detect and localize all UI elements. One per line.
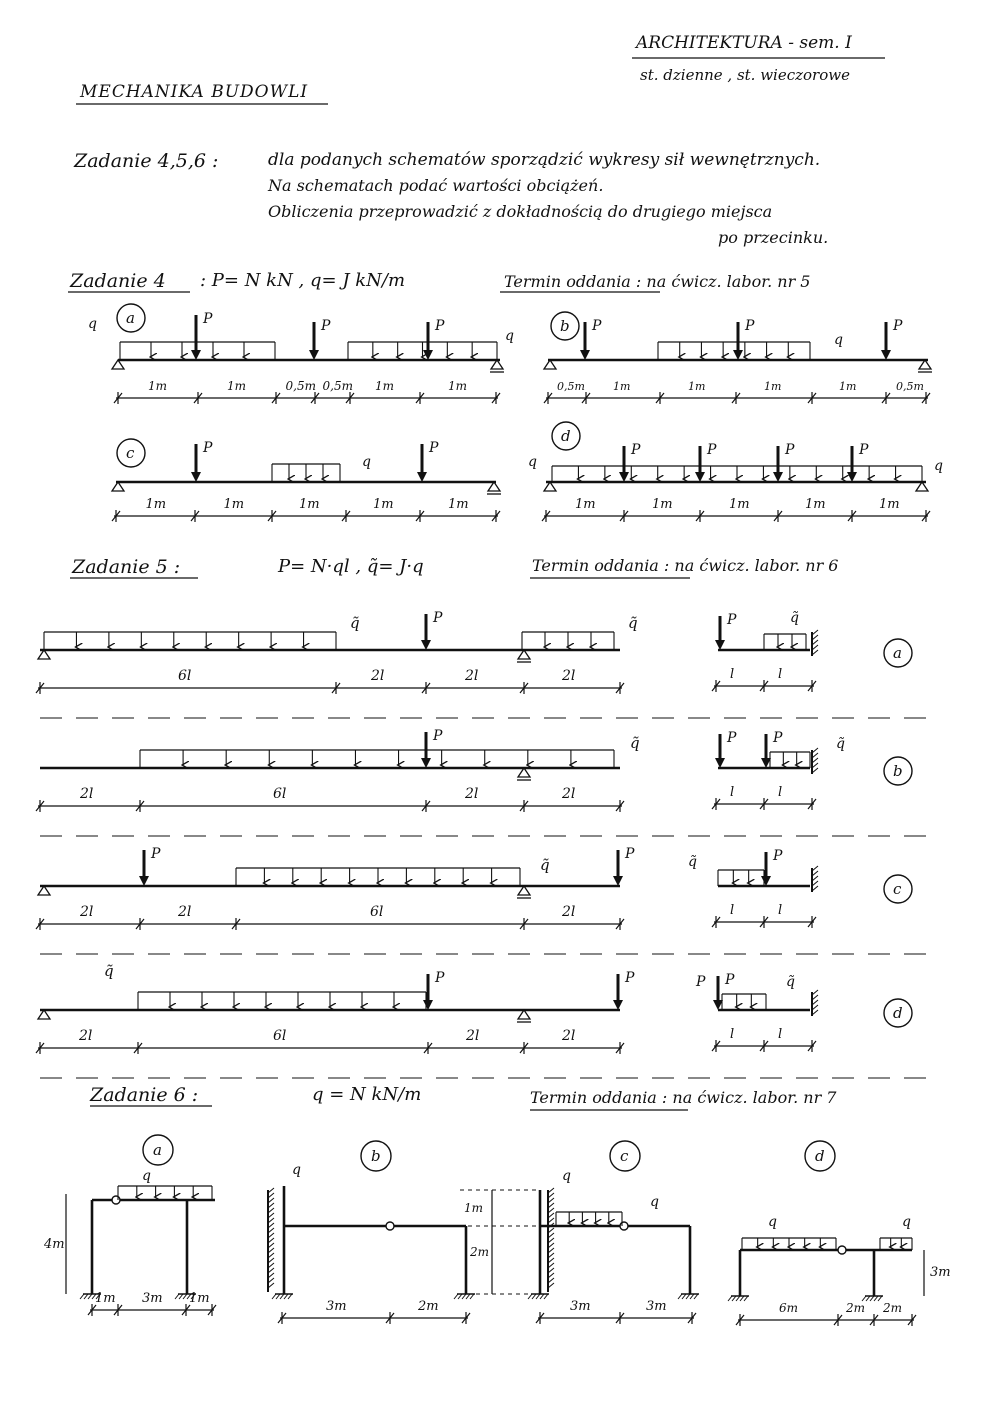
- dimension-label: 1m: [688, 380, 706, 393]
- dimension-label: l: [730, 785, 735, 800]
- dimension-label: 2m: [846, 1301, 866, 1315]
- variant-tag: c: [620, 1147, 629, 1165]
- force-p-head: [191, 350, 201, 360]
- support-hatch: [728, 1296, 732, 1301]
- z5-diagrams: [36, 610, 940, 1078]
- variant-tag: b: [893, 762, 903, 780]
- force-p-head: [773, 472, 783, 482]
- force-p-head: [421, 758, 431, 768]
- course-label: ARCHITEKTURA - sem. I: [636, 33, 852, 53]
- support-hatch: [175, 1294, 179, 1299]
- force-p-label: P: [625, 970, 635, 986]
- force-p-label: P: [321, 318, 331, 334]
- height-label: 4m: [44, 1237, 65, 1252]
- q-label: q: [142, 1168, 151, 1184]
- variant-tag: a: [893, 644, 902, 662]
- hinge: [386, 1222, 394, 1230]
- dimension-label: 0,5m: [896, 380, 924, 393]
- dimension-label: 3m: [326, 1299, 347, 1314]
- q-label: q: [902, 1214, 911, 1230]
- force-p-head: [619, 472, 629, 482]
- dimension-label: l: [730, 1027, 735, 1042]
- pin-support: [518, 768, 530, 777]
- force-p-label: P: [727, 612, 737, 628]
- dimension-label: 2l: [562, 668, 576, 684]
- force-p-label: P: [785, 442, 795, 458]
- dimension-label: 2l: [80, 904, 94, 920]
- dimension-label: l: [730, 903, 735, 918]
- force-p-head: [309, 350, 319, 360]
- dimension-label: 2m: [418, 1299, 439, 1314]
- dimension-label: 1m: [223, 497, 245, 512]
- q-label: q: [505, 328, 514, 344]
- force-p-label: P: [707, 442, 717, 458]
- dimension-label: 1m: [148, 379, 168, 393]
- force-p-head: [139, 876, 149, 886]
- force-p-label: P: [725, 972, 735, 988]
- force-p-head: [417, 472, 427, 482]
- variant-tag: b: [560, 317, 570, 335]
- dimension-label: 3m: [570, 1299, 591, 1314]
- force-p-label: P: [429, 440, 439, 456]
- variant-tag: c: [126, 444, 135, 462]
- pin-support: [38, 1010, 50, 1019]
- dimension-label: 3m: [142, 1291, 163, 1306]
- height-label: 3m: [930, 1265, 951, 1280]
- dimension-label: 2l: [466, 1028, 480, 1044]
- variant-tag: d: [893, 1004, 903, 1022]
- force-p-label: P: [773, 730, 783, 746]
- dimension-label: 6m: [779, 1301, 799, 1315]
- pin-support: [38, 886, 50, 895]
- force-p-head: [423, 350, 433, 360]
- dimension-label: l: [778, 785, 783, 800]
- intro-line3: Obliczenia przeprowadzić z dokładnością do drugiego miejsca: [268, 202, 773, 221]
- pin-support: [112, 482, 124, 491]
- pin-support: [518, 1010, 530, 1019]
- q-label: q: [562, 1168, 571, 1184]
- z4-deadline: Termin oddania : na ćwicz. labor. nr 5: [504, 272, 811, 291]
- force-p-head: [423, 1000, 433, 1010]
- pin-support: [544, 360, 556, 369]
- dimension-label: 1m: [839, 380, 857, 393]
- hinge: [112, 1196, 120, 1204]
- z5-formula: P= N·ql , q̃= J·q: [278, 556, 424, 577]
- force-p-head: [715, 758, 725, 768]
- intro-line1: dla podanych schematów sporządzić wykresy sił wewnętrznych.: [268, 150, 821, 170]
- dimension-label: 1m: [145, 497, 167, 512]
- dimension-label: 2l: [465, 668, 479, 684]
- hinge: [838, 1246, 846, 1254]
- force-p-label: P: [151, 846, 161, 862]
- variant-tag: c: [893, 880, 902, 898]
- dimension-label: 2l: [371, 668, 385, 684]
- q-label: q: [834, 332, 843, 348]
- force-p-label: P: [745, 318, 755, 334]
- dimension-label: 1m: [764, 380, 782, 393]
- force-p-label: P: [859, 442, 869, 458]
- variant-tag: a: [126, 309, 135, 327]
- dimension-label: 6l: [273, 1028, 287, 1044]
- z4-diagrams: [88, 304, 943, 522]
- force-p-head: [881, 350, 891, 360]
- force-p-label: P: [727, 730, 737, 746]
- variant-tag: d: [815, 1147, 825, 1165]
- height-label: 2m: [470, 1245, 490, 1259]
- force-p-head: [761, 876, 771, 886]
- z5-deadline: Termin oddania : na ćwicz. labor. nr 6: [532, 556, 839, 575]
- z6-diagrams: [43, 1135, 951, 1326]
- dimension-label: 1m: [652, 497, 673, 512]
- dimension-label: 2m: [883, 1301, 903, 1315]
- intro-line4: po przecinku.: [718, 228, 829, 247]
- q-label: q: [934, 458, 943, 474]
- pin-support: [518, 650, 530, 659]
- force-p-label: P: [435, 970, 445, 986]
- dimension-label: 2l: [79, 1028, 93, 1044]
- q-tilde-label: q̃: [628, 614, 638, 632]
- pin-support: [518, 886, 530, 895]
- variant-tag: d: [561, 427, 571, 445]
- dimension-label: 6l: [370, 904, 384, 920]
- dimension-label: 1m: [189, 1291, 210, 1306]
- q-label: q: [362, 454, 371, 470]
- pin-support: [491, 360, 503, 369]
- dimension-label: 2l: [178, 904, 192, 920]
- dimension-label: 1m: [227, 379, 247, 393]
- dimension-label: l: [730, 667, 735, 682]
- dimension-label: 1m: [375, 379, 395, 393]
- force-p-label: P: [625, 846, 635, 862]
- z6-formula: q = N kN/m: [312, 1084, 422, 1105]
- dimension-label: 1m: [879, 497, 900, 512]
- pin-support: [544, 482, 556, 491]
- variant-tag: b: [371, 1147, 381, 1165]
- variant-tag: a: [153, 1141, 162, 1159]
- z5-label: Zadanie 5 :: [72, 556, 181, 578]
- q-tilde-label: q̃: [790, 610, 799, 626]
- dimension-label: 1m: [373, 497, 394, 512]
- dimension-label: 1m: [805, 497, 826, 512]
- hinge: [620, 1222, 628, 1230]
- intro-line2: Na schematach podać wartości obciążeń.: [268, 176, 604, 195]
- dimension-label: l: [778, 903, 783, 918]
- force-p-head: [695, 472, 705, 482]
- support-hatch: [80, 1294, 84, 1299]
- support-hatch: [454, 1294, 458, 1299]
- q-label: q: [292, 1162, 301, 1178]
- dimension-label: 6l: [273, 786, 287, 802]
- q-label: q: [528, 454, 537, 470]
- q-tilde-label: q̃: [350, 614, 360, 632]
- dimension-label: 1m: [613, 380, 631, 393]
- force-p-head: [715, 640, 725, 650]
- support-hatch: [528, 1294, 532, 1299]
- force-p-head: [613, 1000, 623, 1010]
- dimension-label: 1m: [95, 1291, 116, 1306]
- force-p-head: [421, 640, 431, 650]
- dimension-label: 1m: [729, 497, 750, 512]
- force-p-label: P: [773, 848, 783, 864]
- dimension-label: 3m: [646, 1299, 667, 1314]
- dimension-label: 1m: [575, 497, 596, 512]
- dimension-label: 1m: [448, 379, 468, 393]
- z4-label: Zadanie 4: [70, 270, 166, 292]
- force-p-label: P: [435, 318, 445, 334]
- pin-support: [919, 360, 931, 369]
- q-label: q: [88, 316, 97, 332]
- dimension-label: 6l: [178, 668, 192, 684]
- force-p-label: P: [893, 318, 903, 334]
- intro-label: Zadanie 4,5,6 :: [74, 150, 219, 172]
- pin-support: [38, 650, 50, 659]
- force-p-label: P: [433, 728, 443, 744]
- dimension-label: 0,5m: [285, 379, 316, 393]
- dimension-label: 1m: [448, 497, 469, 512]
- z4-formula: : P= N kN , q= J kN/m: [200, 270, 406, 291]
- force-p-head: [580, 350, 590, 360]
- page-title: MECHANIKA BUDOWLI: [80, 82, 309, 102]
- pin-support: [488, 482, 500, 491]
- dimension-label: 0,5m: [557, 380, 585, 393]
- dimension-label: l: [778, 667, 783, 682]
- pin-support: [916, 482, 928, 491]
- q-tilde-label: q̃: [630, 734, 640, 752]
- force-p-label: P: [203, 311, 213, 327]
- q-tilde-label: q̃: [104, 962, 114, 980]
- force-p-head: [613, 876, 623, 886]
- force-p-label: P: [631, 442, 641, 458]
- z6-label: Zadanie 6 :: [90, 1084, 199, 1106]
- q-label: q: [768, 1214, 777, 1230]
- force-p-label: P: [203, 440, 213, 456]
- q-tilde-label: q̃: [836, 736, 845, 752]
- q-label: q: [650, 1194, 659, 1210]
- height-label: 1m: [464, 1201, 484, 1215]
- force-p-head: [733, 350, 743, 360]
- dimension-label: 2l: [562, 786, 576, 802]
- dimension-label: 1m: [299, 497, 320, 512]
- support-hatch: [272, 1294, 276, 1299]
- dimension-label: 0,5m: [322, 379, 353, 393]
- force-p-label: P: [592, 318, 602, 334]
- dimension-label: 2l: [465, 786, 479, 802]
- force-p-head: [847, 472, 857, 482]
- dimension-label: l: [778, 1027, 783, 1042]
- dimension-label: 2l: [562, 1028, 576, 1044]
- pin-support: [112, 360, 124, 369]
- students-label: st. dzienne , st. wieczorowe: [640, 66, 850, 84]
- q-tilde-label: q̃: [540, 856, 550, 874]
- q-tilde-label: q̃: [688, 854, 697, 870]
- force-p-label: P: [433, 610, 443, 626]
- q-tilde-label: q̃: [786, 974, 795, 990]
- dimension-label: 2l: [562, 904, 576, 920]
- support-hatch: [678, 1294, 682, 1299]
- z6-deadline: Termin oddania : na ćwicz. labor. nr 7: [530, 1088, 837, 1107]
- force-p-head: [191, 472, 201, 482]
- force-p-label: P: [696, 974, 706, 990]
- dimension-label: 2l: [80, 786, 94, 802]
